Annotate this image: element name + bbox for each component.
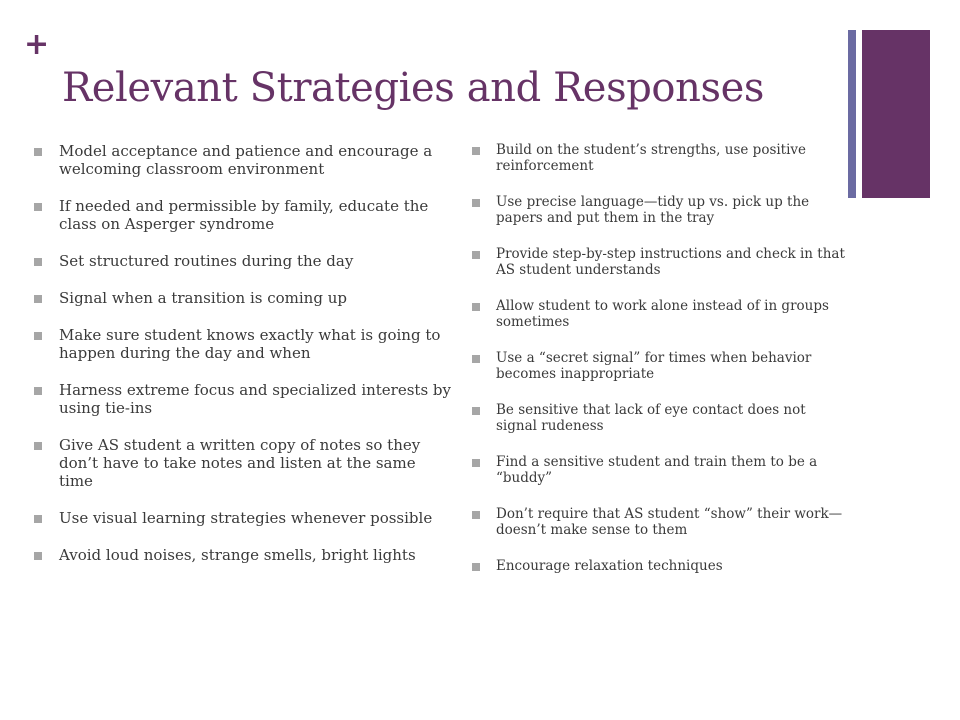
- bullet-item: [472, 194, 847, 226]
- bullet-item: [34, 289, 454, 307]
- bullet-text: Find a sensitive student and train them to be a “buddy”: [496, 454, 818, 486]
- bullet-item: [472, 350, 847, 382]
- square-bullet-icon: [472, 199, 480, 207]
- slide-title: Relevant Strategies and Responses: [62, 65, 764, 111]
- square-bullet-icon: [34, 148, 42, 156]
- plus-symbol: +: [24, 27, 50, 62]
- bullet-text: Make sure student knows exactly what is going to happen during the day and when: [59, 326, 441, 362]
- bullet-text: Be sensitive that lack of eye contact does not signal rudeness: [496, 402, 806, 434]
- bullet-text: Signal when a transition is coming up: [59, 289, 347, 307]
- bullet-item: [34, 142, 454, 178]
- bullet-item: [472, 454, 847, 486]
- bullet-text: Harness extreme focus and specialized interests by using tie-ins: [59, 381, 451, 417]
- bullet-text: Give AS student a written copy of notes so they don’t have to take notes and listen at the same time: [59, 436, 421, 490]
- bullet-item: [34, 381, 454, 417]
- square-bullet-icon: [472, 459, 480, 467]
- square-bullet-icon: [472, 303, 480, 311]
- bullet-text: Model acceptance and patience and encourage a welcoming classroom environment: [59, 142, 433, 178]
- accent-bar-thin: [848, 30, 856, 198]
- square-bullet-icon: [34, 387, 42, 395]
- bullet-item: [472, 558, 847, 574]
- square-bullet-icon: [472, 407, 480, 415]
- bullet-text: If needed and permissible by family, educate the class on Asperger syndrome: [59, 197, 429, 233]
- bullet-item: [472, 506, 847, 538]
- bullet-text: Set structured routines during the day: [59, 252, 354, 270]
- bullet-item: [472, 402, 847, 434]
- bullet-item: [34, 326, 454, 362]
- square-bullet-icon: [472, 355, 480, 363]
- bullet-text: Build on the student’s strengths, use positive reinforcement: [496, 142, 807, 174]
- bullet-item: [34, 546, 454, 564]
- square-bullet-icon: [34, 203, 42, 211]
- bullet-item: [34, 197, 454, 233]
- bullet-item: [34, 436, 454, 490]
- bullet-text: Allow student to work alone instead of in groups sometimes: [496, 298, 829, 330]
- square-bullet-icon: [34, 552, 42, 560]
- bullet-text: Use a “secret signal” for times when behavior becomes inappropriate: [496, 350, 812, 382]
- bullet-text: Encourage relaxation techniques: [496, 558, 723, 574]
- bullet-text: Don’t require that AS student “show” their work—doesn’t make sense to them: [496, 506, 843, 538]
- square-bullet-icon: [472, 251, 480, 259]
- square-bullet-icon: [472, 563, 480, 571]
- bullet-text: Provide step-by-step instructions and check in that AS student understands: [496, 246, 845, 278]
- bullet-text: Use visual learning strategies whenever possible: [59, 509, 433, 527]
- bullet-item: [34, 509, 454, 527]
- bullet-text: Use precise language—tidy up vs. pick up the papers and put them in the tray: [496, 194, 810, 226]
- square-bullet-icon: [472, 511, 480, 519]
- bullet-text: Avoid loud noises, strange smells, bright lights: [59, 546, 416, 564]
- square-bullet-icon: [34, 332, 42, 340]
- accent-bar-thick: [862, 30, 930, 198]
- left-bullet-list: [34, 142, 454, 583]
- square-bullet-icon: [34, 258, 42, 266]
- square-bullet-icon: [34, 295, 42, 303]
- square-bullet-icon: [34, 515, 42, 523]
- bullet-item: [472, 142, 847, 174]
- square-bullet-icon: [34, 442, 42, 450]
- bullet-item: [472, 246, 847, 278]
- square-bullet-icon: [472, 147, 480, 155]
- bullet-item: [34, 252, 454, 270]
- bullet-item: [472, 298, 847, 330]
- right-bullet-list: [472, 142, 847, 594]
